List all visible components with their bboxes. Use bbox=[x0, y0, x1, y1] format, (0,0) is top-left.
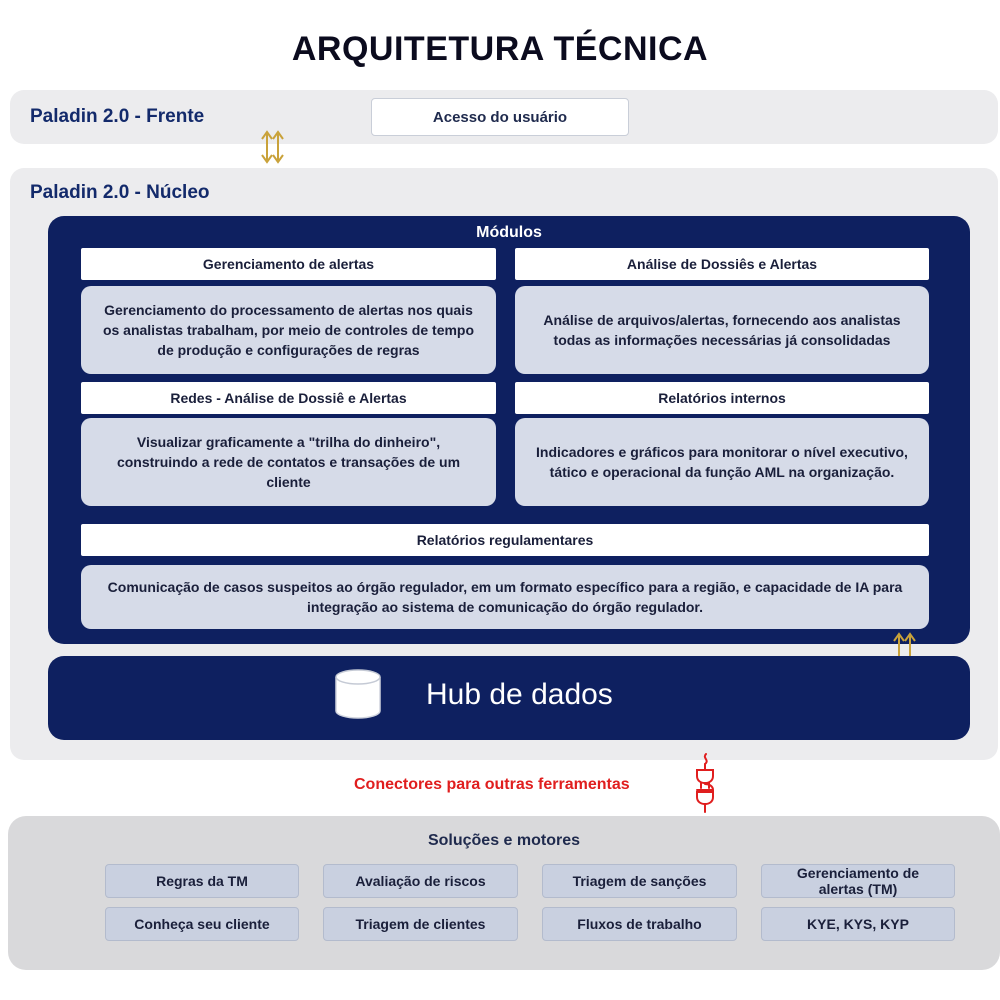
solution-risk-assessment: Avaliação de riscos bbox=[323, 864, 518, 898]
solution-alert-management: Gerenciamento de alertas (TM) bbox=[761, 864, 955, 898]
database-icon bbox=[333, 668, 383, 720]
module-body-dossier: Análise de arquivos/alertas, fornecendo aos analistas todas as informações necessárias já consolidadas bbox=[515, 286, 929, 374]
nucleo-label: Paladin 2.0 - Núcleo bbox=[30, 182, 210, 203]
solution-tm-rules: Regras da TM bbox=[105, 864, 299, 898]
module-body-alerts: Gerenciamento do processamento de alertas nos quais os analistas trabalham, por meio de controles de tempo de produção e configurações de regras bbox=[81, 286, 496, 374]
plug-icon bbox=[690, 752, 720, 816]
modules-title: Módulos bbox=[476, 224, 542, 241]
module-header-regulatory: Relatórios regulamentares bbox=[81, 524, 929, 556]
solutions-title: Soluções e motores bbox=[427, 832, 581, 849]
module-header-networks: Redes - Análise de Dossiê e Alertas bbox=[81, 382, 496, 414]
connectors-label: Conectores para outras ferramentas bbox=[354, 776, 630, 793]
page-title: ARQUITETURA TÉCNICA bbox=[291, 30, 709, 68]
module-body-networks: Visualizar graficamente a "trilha do dinheiro", construindo a rede de contatos e transações de um cliente bbox=[81, 418, 496, 506]
module-header-dossier: Análise de Dossiês e Alertas bbox=[515, 248, 929, 280]
solution-workflows: Fluxos de trabalho bbox=[542, 907, 737, 941]
user-access-box: Acesso do usuário bbox=[371, 98, 629, 136]
solution-customer-screening: Triagem de clientes bbox=[323, 907, 518, 941]
solution-kye-kys-kyp: KYE, KYS, KYP bbox=[761, 907, 955, 941]
module-header-alerts: Gerenciamento de alertas bbox=[81, 248, 496, 280]
solution-sanctions-screening: Triagem de sanções bbox=[542, 864, 737, 898]
module-body-regulatory: Comunicação de casos suspeitos ao órgão regulador, em um formato específico para a região, e capacidade de IA para integração ao sistema de comunicação do órgão regulador. bbox=[81, 565, 929, 629]
module-header-internal-reports: Relatórios internos bbox=[515, 382, 929, 414]
data-hub-label: Hub de dados bbox=[426, 678, 613, 711]
module-body-internal-reports: Indicadores e gráficos para monitorar o nível executivo, tático e operacional da função AML na organização. bbox=[515, 418, 929, 506]
solution-kyc: Conheça seu cliente bbox=[105, 907, 299, 941]
double-arrow-icon bbox=[258, 128, 288, 164]
frente-label: Paladin 2.0 - Frente bbox=[30, 106, 205, 127]
